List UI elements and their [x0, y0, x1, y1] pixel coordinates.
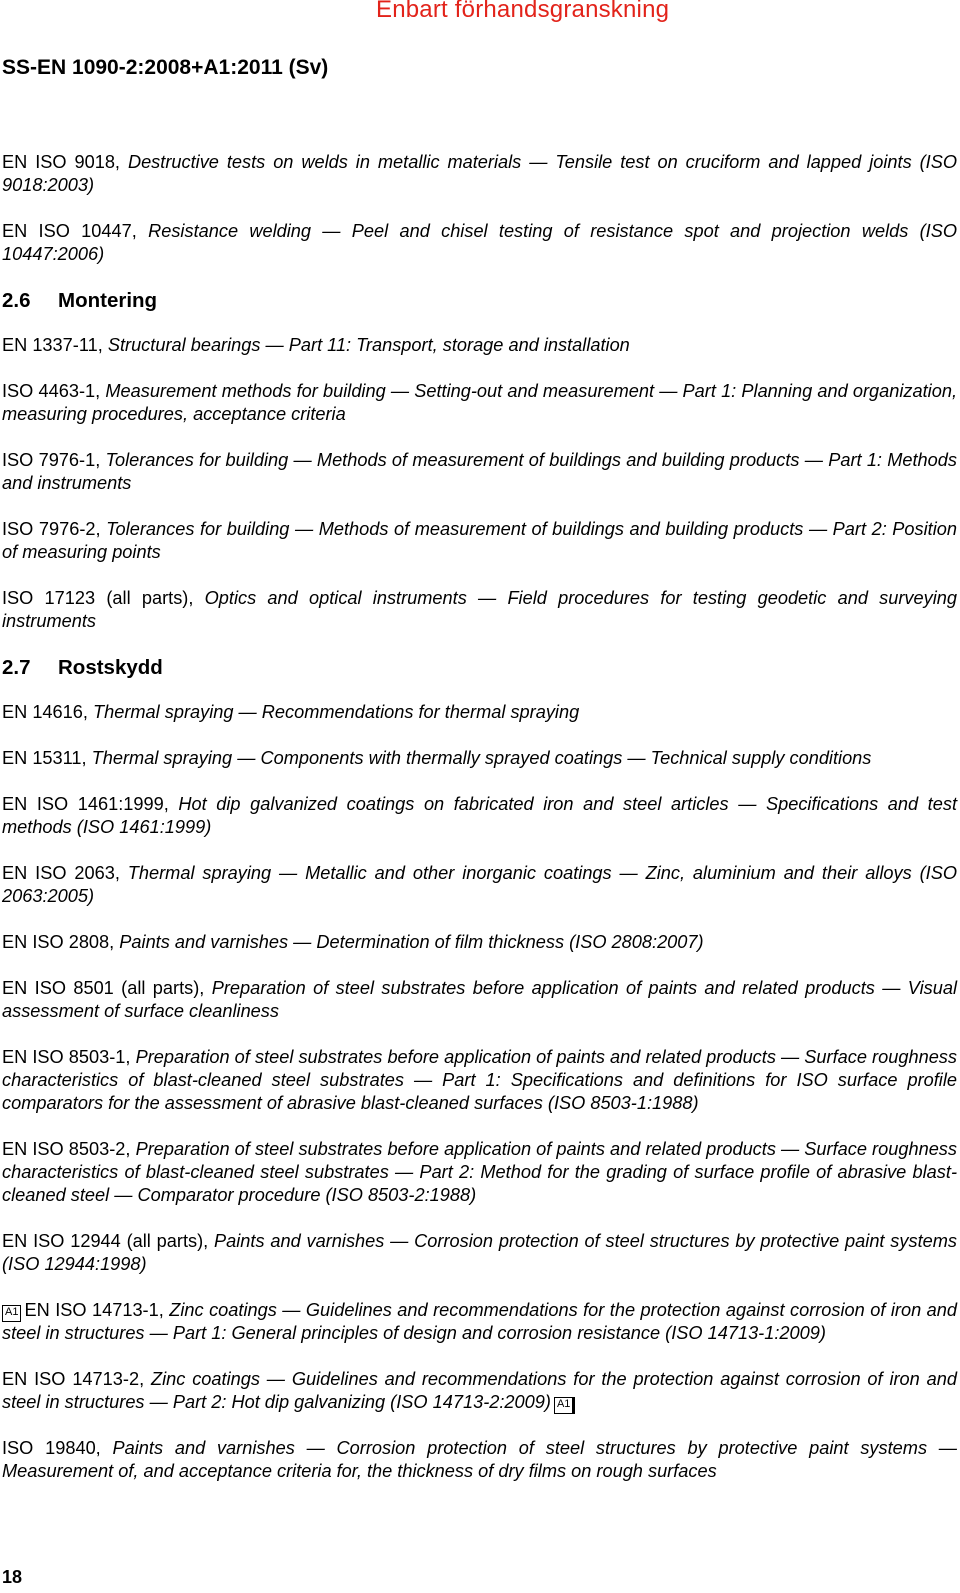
reference-code: EN ISO 8503-2, — [2, 1139, 136, 1159]
reference-entry — [2, 1299, 957, 1345]
reference-entry — [2, 380, 957, 426]
reference-code: EN 1337-11, — [2, 335, 108, 355]
reference-entry — [2, 977, 957, 1023]
reference-title: Optics and optical instruments — Field procedures for testing geodetic and surveying instruments — [2, 588, 958, 631]
reference-code: ISO 7976-1, — [2, 450, 106, 470]
reference-title: Paints and varnishes — Determination of film thickness (ISO 2808:2007) — [119, 932, 704, 952]
amendment-end-marker: A1 — [554, 1397, 575, 1414]
reference-entry — [2, 701, 957, 724]
section-number: 2.6 — [2, 289, 31, 312]
reference-code: ISO 7976-2, — [2, 519, 107, 539]
amendment-start-marker: A1 — [2, 1305, 21, 1322]
reference-title: Thermal spraying — Components with thermally sprayed coatings — Technical supply conditions — [91, 748, 872, 768]
section-title: Montering — [58, 289, 158, 312]
reference-title: Thermal spraying — Metallic and other inorganic coatings — Zinc, aluminium and their alloys (ISO 2063:2005) — [2, 863, 957, 906]
reference-code: EN ISO 8501 (all parts), — [2, 978, 212, 998]
reference-code: EN ISO 14713-1, — [24, 1300, 170, 1320]
reference-code: EN 14616, — [2, 702, 93, 722]
reference-entry — [2, 1368, 957, 1414]
reference-title: Destructive tests on welds in metallic materials — Tensile test on cruciform and lapped joints (ISO 9018:2003) — [2, 152, 957, 195]
reference-code: EN ISO 8503-1, — [2, 1047, 136, 1067]
reference-entry — [2, 334, 957, 357]
reference-title: Paints and varnishes — Corrosion protection of steel structures by protective paint systems (ISO 12944:1998) — [2, 1231, 957, 1274]
reference-entry — [2, 151, 957, 197]
reference-title: Zinc coatings — Guidelines and recommendations for the protection against corrosion of iron and steel in structures — Part 2: Hot dip galvanizing (ISO 14713-2:2009) — [2, 1369, 957, 1412]
reference-code: EN ISO 9018, — [2, 152, 128, 172]
reference-title: Measurement methods for building — Setting-out and measurement — Part 1: Planning and organization, measuring procedures, acceptance criteria — [2, 381, 957, 424]
reference-title: Preparation of steel substrates before application of paints and related products — Visual assessment of surface cleanliness — [2, 978, 957, 1021]
reference-code: EN ISO 2063, — [2, 863, 128, 883]
reference-list — [2, 151, 957, 1506]
page-number: 18 — [2, 1567, 23, 1587]
reference-title: Thermal spraying — Recommendations for thermal spraying — [93, 702, 580, 722]
reference-title: Paints and varnishes — Corrosion protection of steel structures by protective paint systems — Measurement of, and acceptance criteria for, the thickness of dry films on rough surfaces — [2, 1438, 957, 1481]
section-number: 2.7 — [2, 656, 31, 679]
reference-code: ISO 19840, — [2, 1438, 113, 1458]
reference-entry — [2, 1138, 957, 1207]
reference-title-continued: General principles of design and corrosion resistance (ISO 14713-1:2009) — [226, 1323, 826, 1343]
reference-title: Tolerances for building — Methods of measurement of buildings and building products — Part 2: Position of measuring points — [2, 519, 957, 562]
section-heading — [2, 656, 957, 680]
section-heading — [2, 289, 957, 313]
reference-entry — [2, 931, 957, 954]
reference-entry — [2, 862, 957, 908]
section-title: Rostskydd — [58, 656, 163, 679]
reference-title: Preparation of steel substrates before application of paints and related products — Surface roughness characteristics of blast-cleaned steel substrates — Part 2: Method for the grading of surface profile of abrasive blast-cleaned steel — Comparator procedure (ISO 8503-2:1988) — [2, 1139, 957, 1205]
reference-entry — [2, 1230, 957, 1276]
reference-title: Hot dip galvanized coatings on fabricated iron and steel articles — Specifications and test methods (ISO 1461:1999) — [2, 794, 957, 837]
reference-title: Zinc coatings — Guidelines and recommendations for the protection against corrosion of iron and steel in structures — Part 1: — [2, 1300, 957, 1343]
reference-entry — [2, 449, 957, 495]
reference-code: EN 15311, — [2, 748, 92, 768]
reference-code: EN ISO 1461:1999, — [2, 794, 179, 814]
reference-title: Tolerances for building — Methods of measurement of buildings and building products — Part 1: Methods and instruments — [2, 450, 957, 493]
reference-entry — [2, 793, 957, 839]
reference-title: Resistance welding — Peel and chisel testing of resistance spot and projection welds (ISO 10447:2006) — [2, 221, 957, 264]
reference-entry — [2, 220, 957, 266]
reference-code: EN ISO 12944 (all parts), — [2, 1231, 215, 1251]
reference-code: EN ISO 10447, — [2, 221, 149, 241]
reference-code: EN ISO 14713-2, — [2, 1369, 151, 1389]
reference-entry — [2, 518, 957, 564]
reference-entry — [2, 747, 957, 770]
reference-entry — [2, 1437, 957, 1483]
reference-code: ISO 4463-1, — [2, 381, 106, 401]
document-id-header: SS-EN 1090-2:2008+A1:2011 (Sv) — [2, 56, 329, 79]
watermark-preview: Enbart förhandsgranskning — [376, 0, 670, 23]
reference-entry — [2, 587, 957, 633]
reference-title: Preparation of steel substrates before application of paints and related products — Surface roughness characteristics of blast-cleaned steel substrates — Part 1: Specifications and definitions for ISO surface profile comparators for the assessment of abrasive blast-cleaned surfaces (ISO 8503-1:1988) — [2, 1047, 957, 1113]
reference-entry — [2, 1046, 957, 1115]
reference-title: Structural bearings — Part 11: Transport, storage and installation — [107, 335, 630, 355]
reference-code: EN ISO 2808, — [2, 932, 120, 952]
reference-code: ISO 17123 (all parts), — [2, 588, 205, 608]
